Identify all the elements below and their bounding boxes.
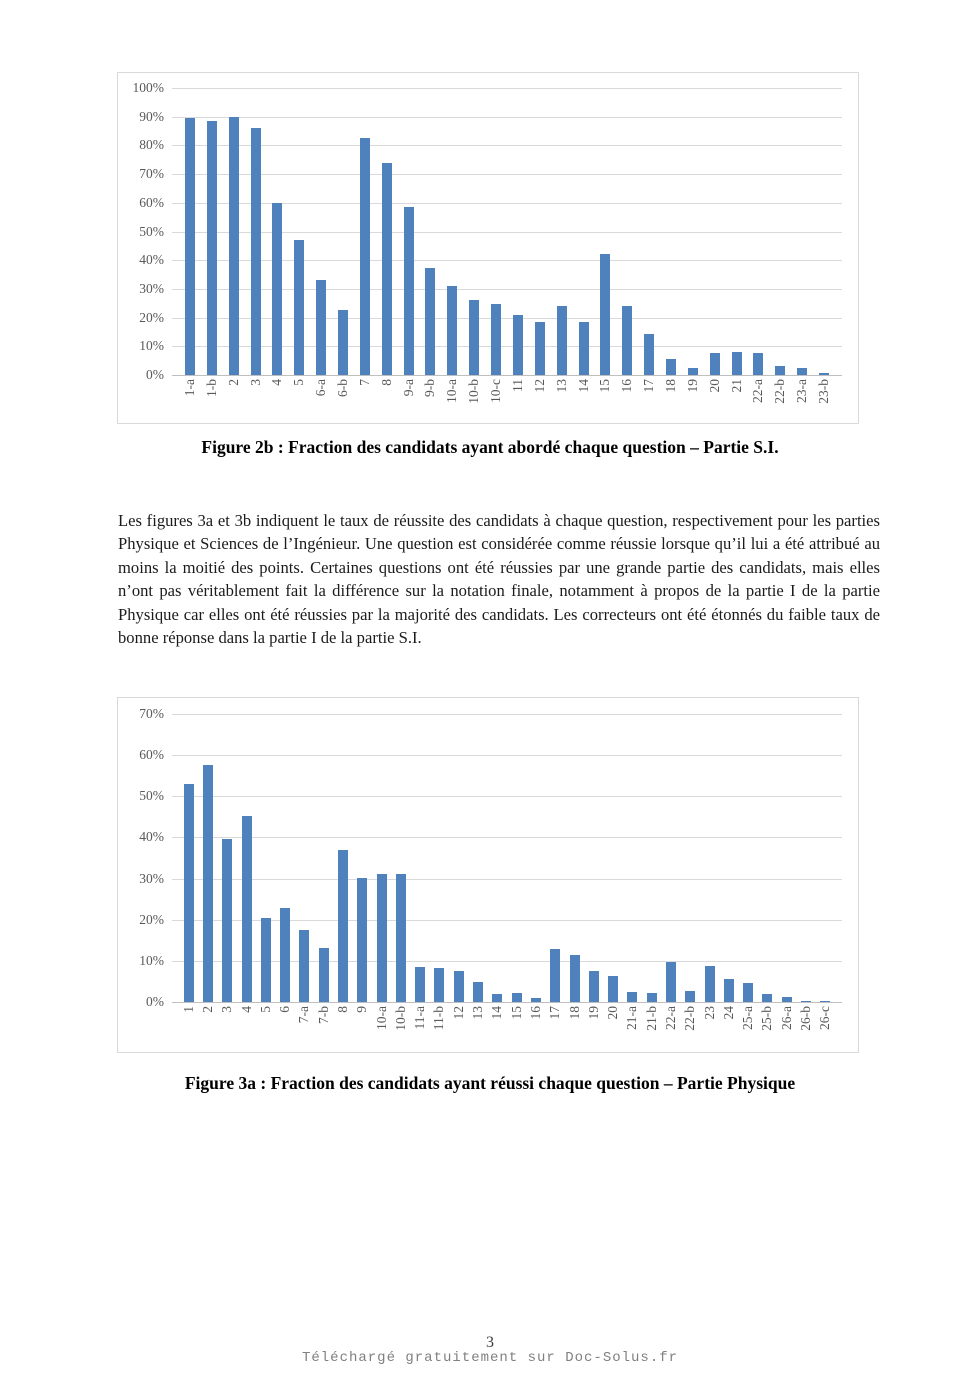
- gridline: [172, 879, 842, 880]
- bar-6-a: [316, 280, 326, 375]
- bar-4: [272, 203, 282, 375]
- x-axis-label: 21-b: [643, 1006, 659, 1031]
- figure-3a-chart: [117, 697, 859, 1053]
- y-axis-label: 80%: [139, 137, 164, 153]
- bar-9-a: [404, 207, 414, 375]
- bar-23: [705, 966, 715, 1002]
- bar-17: [550, 949, 560, 1002]
- x-axis-label: 11: [509, 379, 525, 392]
- bar-21-a: [627, 992, 637, 1002]
- x-axis-label: 16: [527, 1006, 543, 1020]
- x-axis-label: 4: [269, 379, 285, 386]
- bar-14: [492, 994, 502, 1002]
- y-axis-label: 60%: [139, 194, 164, 210]
- bar-13: [557, 306, 567, 375]
- bar-19: [589, 971, 599, 1002]
- bar-3: [222, 839, 232, 1002]
- x-axis-label: 3: [247, 379, 263, 386]
- bar-6-b: [338, 310, 348, 375]
- x-axis-label: 7-b: [315, 1006, 331, 1024]
- x-axis-label: 25-a: [740, 1006, 756, 1030]
- bar-12: [535, 322, 545, 375]
- x-axis-label: 13: [553, 379, 569, 393]
- bar-11-a: [415, 967, 425, 1002]
- bar-16: [531, 998, 541, 1002]
- bar-1-b: [207, 121, 217, 375]
- x-axis-label: 26-c: [817, 1006, 833, 1030]
- bar-23-a: [797, 368, 807, 375]
- bar-2: [203, 765, 213, 1002]
- x-axis-label: 2: [199, 1006, 215, 1013]
- x-axis-label: 22-a: [750, 379, 766, 403]
- y-axis-label: 40%: [139, 829, 164, 845]
- x-axis-label: 12: [531, 379, 547, 393]
- bar-26-a: [782, 997, 792, 1002]
- x-axis-label: 10-a: [444, 379, 460, 403]
- bar-1-a: [185, 118, 195, 375]
- gridline: [172, 920, 842, 921]
- page-number: 3: [486, 1334, 494, 1351]
- bar-19: [688, 368, 698, 375]
- bar-23-b: [819, 373, 829, 375]
- bar-7: [360, 138, 370, 375]
- x-axis-label: 26-a: [778, 1006, 794, 1030]
- y-axis-label: 50%: [139, 223, 164, 239]
- x-axis-label: 3: [219, 1006, 235, 1013]
- x-axis-label: 24: [720, 1006, 736, 1020]
- x-axis-label: 7: [356, 379, 372, 386]
- figure-2b-caption: Figure 2b : Fraction des candidats ayant abordé chaque question – Partie S.I.: [201, 437, 779, 457]
- y-axis-label: 30%: [139, 280, 164, 296]
- bar-17: [644, 334, 654, 375]
- bar-8: [338, 850, 348, 1002]
- y-axis-label: 60%: [139, 747, 164, 763]
- bar-18: [570, 955, 580, 1002]
- x-axis-label: 23-a: [794, 379, 810, 403]
- x-axis-label: 1: [180, 1006, 196, 1013]
- bar-11: [513, 315, 523, 375]
- y-axis-label: 0%: [146, 367, 164, 382]
- x-axis-label: 10-a: [373, 1006, 389, 1030]
- bar-10-b: [396, 874, 406, 1002]
- x-axis-label: 22-b: [682, 1006, 698, 1031]
- x-axis-label: 16: [619, 379, 635, 393]
- gridline: [172, 796, 842, 797]
- figure-2b-chart: [117, 72, 859, 424]
- gridline: [172, 714, 842, 715]
- bar-7-a: [299, 930, 309, 1002]
- gridline: [172, 961, 842, 962]
- body-paragraph: Les figures 3a et 3b indiquent le taux de réussite des candidats à chaque question, respectivement pour les parties Physique et Sciences de l’Ingénieur. Une question est considérée comme réussie lorsque qu’il lui a été attribué au moins la moitié des points. Certaines questions ont été réussies par une grande partie des candidats, mais elles n’ont pas véritablement fait la différence sur la notation finale, notamment à propos de la partie I de la partie Physique car elles ont été réussies par la majorité des candidats. Les correcteurs ont été étonnés du faible taux de bonne réponse dans la partie I de la partie S.I.: [118, 511, 880, 648]
- x-axis-line: [172, 375, 842, 376]
- x-axis-label: 23: [701, 1006, 717, 1020]
- x-axis-line: [172, 1002, 842, 1003]
- x-axis-label: 20: [605, 1006, 621, 1020]
- x-axis-label: 8: [378, 379, 394, 386]
- bar-26-b: [801, 1001, 811, 1002]
- bar-5: [261, 918, 271, 1002]
- x-axis-label: 6: [277, 1006, 293, 1013]
- x-axis-label: 22-a: [663, 1006, 678, 1030]
- y-axis-label: 70%: [139, 166, 164, 182]
- bar-9: [357, 878, 367, 1002]
- y-axis-label: 20%: [139, 911, 164, 927]
- y-axis-label: 20%: [139, 309, 164, 325]
- x-axis-label: 10-b: [392, 1006, 408, 1031]
- bar-3: [251, 128, 261, 375]
- bar-16: [622, 306, 632, 375]
- bar-22-a: [753, 353, 763, 375]
- y-axis-label: 70%: [139, 706, 164, 721]
- x-axis-label: 15: [597, 379, 613, 393]
- bar-26-c: [820, 1001, 830, 1002]
- watermark-text: Téléchargé gratuitement sur Doc-Solus.fr: [301, 1350, 679, 1366]
- y-axis-label: 10%: [139, 952, 164, 968]
- bar-4: [242, 816, 252, 1002]
- x-axis-label: 9-b: [422, 379, 438, 397]
- bar-7-b: [319, 948, 329, 1002]
- x-axis-label: 15: [508, 1006, 524, 1020]
- x-axis-label: 20: [706, 379, 722, 393]
- y-axis-label: 0%: [146, 994, 164, 1009]
- x-axis-label: 14: [489, 1006, 505, 1020]
- x-axis-label: 11-b: [431, 1006, 447, 1031]
- bar-9-b: [425, 268, 435, 375]
- bar-13: [473, 982, 483, 1002]
- bar-1: [184, 784, 194, 1002]
- bar-6: [280, 908, 290, 1002]
- x-axis-label: 1-b: [203, 379, 219, 397]
- x-axis-label: 9-a: [400, 379, 416, 397]
- x-axis-label: 14: [575, 379, 591, 393]
- figure-3a-caption: Figure 3a : Fraction des candidats ayant réussi chaque question – Partie Physique: [184, 1073, 796, 1093]
- x-axis-label: 21-a: [624, 1006, 640, 1030]
- bar-22-b: [775, 366, 785, 375]
- bar-11-b: [434, 968, 444, 1002]
- bar-18: [666, 359, 676, 375]
- bar-25-b: [762, 994, 772, 1002]
- gridline: [172, 145, 842, 146]
- x-axis-label: 18: [663, 379, 678, 393]
- bar-15: [512, 993, 522, 1002]
- x-axis-label: 21: [728, 379, 744, 393]
- x-axis-label: 1-a: [181, 379, 197, 397]
- x-axis-label: 2: [225, 379, 241, 386]
- bar-2: [229, 117, 239, 375]
- x-axis-label: 10-c: [488, 379, 504, 403]
- bar-10-a: [447, 286, 457, 375]
- x-axis-label: 4: [238, 1006, 254, 1013]
- gridline: [172, 755, 842, 756]
- x-axis-label: 13: [470, 1006, 486, 1020]
- x-axis-label: 10-b: [466, 379, 482, 404]
- y-axis-label: 90%: [139, 108, 164, 124]
- gridline: [172, 837, 842, 838]
- y-axis-label: 40%: [139, 252, 164, 268]
- bar-10-c: [491, 304, 501, 375]
- x-axis-label: 26-b: [798, 1006, 814, 1031]
- bar-12: [454, 971, 464, 1002]
- x-axis-label: 7-a: [296, 1006, 312, 1024]
- bar-14: [579, 322, 589, 375]
- bar-25-a: [743, 983, 753, 1002]
- bar-5: [294, 240, 304, 375]
- y-axis-label: 10%: [139, 338, 164, 354]
- bar-21-b: [647, 993, 657, 1002]
- x-axis-label: 17: [641, 379, 657, 393]
- gridline: [172, 88, 842, 89]
- bar-24: [724, 979, 734, 1002]
- x-axis-label: 6-a: [313, 379, 329, 397]
- gridline: [172, 174, 842, 175]
- x-axis-label: 17: [547, 1006, 563, 1020]
- x-axis-label: 8: [335, 1006, 350, 1013]
- y-axis-label: 50%: [139, 788, 164, 804]
- bar-22-a: [666, 962, 676, 1002]
- x-axis-label: 9: [354, 1006, 370, 1013]
- x-axis-label: 5: [257, 1006, 273, 1013]
- x-axis-label: 6-b: [335, 379, 350, 397]
- y-axis-label: 100%: [132, 80, 164, 95]
- x-axis-label: 19: [684, 379, 700, 393]
- x-axis-label: 18: [566, 1006, 582, 1020]
- x-axis-label: 12: [450, 1006, 466, 1020]
- bar-10-a: [377, 874, 387, 1002]
- gridline: [172, 117, 842, 118]
- x-axis-label: 25-b: [759, 1006, 775, 1031]
- x-axis-label: 11-a: [412, 1006, 428, 1030]
- x-axis-label: 5: [291, 379, 307, 386]
- bar-8: [382, 163, 392, 375]
- x-axis-label: 23-b: [816, 379, 832, 404]
- x-axis-label: 22-b: [772, 379, 788, 404]
- bar-20: [710, 353, 720, 375]
- bar-15: [600, 254, 610, 375]
- bar-22-b: [685, 991, 695, 1002]
- bar-20: [608, 976, 618, 1002]
- y-axis-label: 30%: [139, 870, 164, 886]
- bar-10-b: [469, 300, 479, 375]
- bar-21: [732, 352, 742, 375]
- x-axis-label: 19: [585, 1006, 601, 1020]
